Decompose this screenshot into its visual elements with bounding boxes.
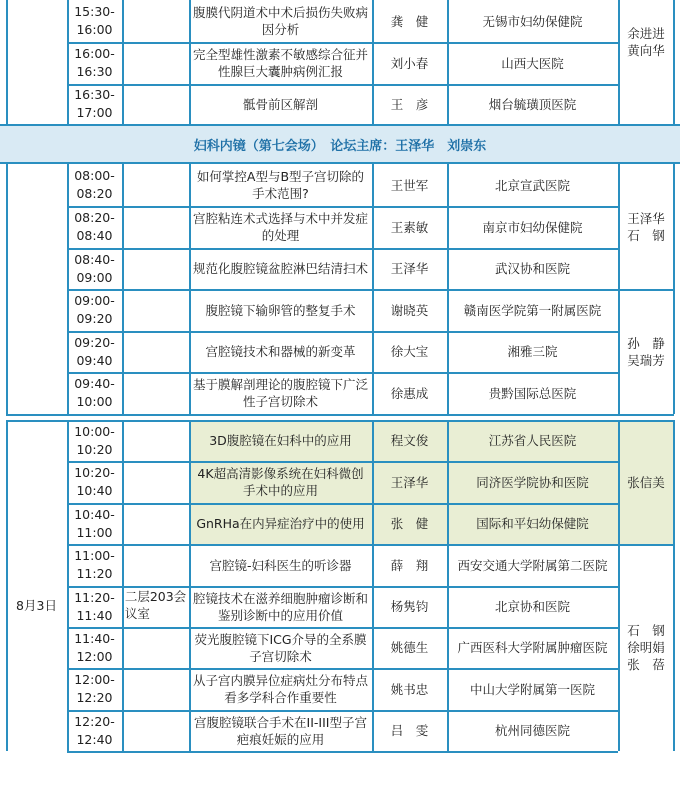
topic-text: 腹腔镜下输卵管的整复手术 [205, 302, 356, 318]
topic-cell [189, 586, 372, 627]
topic-text: 3D腹腔镜在妇科中的应用 [209, 433, 352, 448]
hospital-cell [447, 503, 618, 544]
topic-cell [189, 420, 372, 461]
speaker-text: 程文俊 [390, 433, 429, 448]
time-cell [67, 372, 122, 414]
time-text: 15:30- 16:00 [74, 4, 115, 37]
hospital-cell [447, 289, 618, 331]
topic-cell [189, 84, 372, 124]
hospital-cell [447, 164, 618, 206]
hospital-cell [447, 372, 618, 414]
time-text: 16:30- 17:00 [74, 87, 115, 120]
speaker-cell [372, 668, 447, 710]
time-cell [67, 544, 122, 586]
time-cell [67, 331, 122, 372]
topic-text: 如何掌控A型与B型子宫切除的 手术范围? [196, 169, 365, 201]
time-cell [67, 248, 122, 289]
session-top-block [0, 0, 680, 124]
time-cell [67, 289, 122, 331]
hospital-cell [447, 0, 618, 42]
hospital-cell [447, 42, 618, 84]
topic-cell [189, 42, 372, 84]
hospital-text: 南京市妇幼保健院 [482, 219, 583, 235]
time-text: 09:00- 09:20 [74, 293, 115, 326]
chair-cell [618, 420, 674, 544]
topic-text: 荧光腹腔镜下ICG介导的全系膜 子宫切除术 [194, 631, 367, 664]
hospital-cell [447, 710, 618, 751]
hospital-cell [447, 420, 618, 461]
time-text: 10:00- 10:20 [74, 423, 115, 457]
topic-cell [189, 372, 372, 414]
topic-text: 宫腔粘连术式选择与术中并发症 的处理 [192, 211, 368, 243]
speaker-cell [372, 206, 447, 248]
speaker-cell [372, 289, 447, 331]
time-text: 11:00- 11:20 [74, 548, 115, 581]
hospital-text: 杭州同德医院 [494, 723, 570, 738]
topic-text: 骶骨前区解剖 [242, 96, 318, 112]
time-cell [67, 503, 122, 544]
hospital-cell [447, 206, 618, 248]
time-cell [67, 0, 122, 42]
hospital-cell [447, 586, 618, 627]
topic-cell [189, 503, 372, 544]
speaker-text: 龚 健 [390, 13, 429, 29]
topic-text: 规范化腹腔镜盆腔淋巴结清扫术 [192, 261, 368, 276]
time-text: 09:40- 10:00 [74, 376, 115, 409]
hospital-cell [447, 84, 618, 124]
speaker-cell [372, 503, 447, 544]
hospital-text: 西安交通大学附属第二医院 [457, 557, 608, 573]
topic-text: 宫腔镜-妇科医生的听诊器 [209, 557, 352, 573]
hospital-text: 无锡市妇幼保健院 [482, 13, 583, 29]
hospital-text: 江苏省人民医院 [488, 433, 577, 448]
speaker-cell [372, 544, 447, 586]
hospital-cell [447, 248, 618, 289]
speaker-text: 姚书忠 [390, 681, 429, 697]
speaker-cell [372, 164, 447, 206]
chair-cell [618, 544, 674, 751]
topic-cell [189, 248, 372, 289]
time-cell [67, 206, 122, 248]
hospital-cell [447, 461, 618, 503]
chair-names: 石 钢 徐明娟 张 蓓 [627, 623, 665, 672]
hospital-cell [447, 668, 618, 710]
speaker-cell [372, 331, 447, 372]
speaker-text: 王泽华 [390, 261, 429, 276]
time-text: 09:20- 09:40 [74, 334, 115, 368]
topic-text: 腹膜代阴道术中术后损伤失败病 因分析 [192, 5, 368, 37]
hospital-text: 同济医学院协和医院 [476, 474, 589, 490]
topic-text: 4K超高清影像系统在妇科微创 手术中的应用 [197, 466, 364, 498]
topic-cell [189, 0, 372, 42]
topic-text: 宫腔镜技术和器械的新变革 [205, 344, 356, 359]
hospital-text: 国际和平妇幼保健院 [476, 516, 589, 531]
speaker-text: 王 彦 [390, 96, 429, 112]
time-text: 11:40- 12:00 [74, 630, 115, 664]
time-text: 16:00- 16:30 [74, 46, 115, 79]
speaker-cell [372, 461, 447, 503]
speaker-cell [372, 372, 447, 414]
time-text: 11:20- 11:40 [74, 589, 115, 623]
chair-cell [618, 164, 674, 289]
topic-cell [189, 544, 372, 586]
time-cell [67, 668, 122, 710]
time-text: 08:20- 08:40 [74, 210, 115, 243]
time-text: 10:20- 10:40 [74, 465, 115, 498]
chair-cell [618, 0, 674, 84]
hospital-text: 贵黔国际总医院 [488, 385, 577, 401]
time-cell [67, 42, 122, 84]
chair-names: 孙 静 吴瑞芳 [627, 335, 665, 368]
time-text: 12:00- 12:20 [74, 672, 115, 705]
hospital-text: 广西医科大学附属肿瘤医院 [457, 640, 608, 655]
hospital-text: 北京宣武医院 [494, 177, 570, 193]
speaker-cell [372, 420, 447, 461]
speaker-text: 王泽华 [390, 474, 429, 490]
time-cell [67, 84, 122, 124]
time-cell [67, 586, 122, 627]
topic-cell [189, 331, 372, 372]
room-label: 二层203会 议室 [124, 589, 187, 621]
hospital-text: 武汉协和医院 [494, 261, 570, 276]
topic-cell [189, 461, 372, 503]
hospital-text: 北京协和医院 [494, 599, 570, 614]
session-morning-block [0, 164, 680, 414]
speaker-cell [372, 627, 447, 668]
time-text: 08:40- 09:00 [74, 251, 115, 285]
hospital-text: 山西大医院 [501, 55, 564, 71]
date-cell [6, 420, 67, 790]
hospital-cell [447, 544, 618, 586]
time-text: 10:40- 11:00 [74, 506, 115, 540]
topic-text: 基于膜解剖理论的腹腔镜下广泛 性子宫切除术 [192, 377, 368, 409]
time-cell [67, 627, 122, 668]
topic-text: 完全型雄性激素不敏感综合征并 性腺巨大囊肿病例汇报 [192, 47, 368, 79]
topic-cell [189, 627, 372, 668]
topic-cell [189, 206, 372, 248]
topic-cell [189, 164, 372, 206]
time-text: 08:00- 08:20 [74, 168, 115, 201]
speaker-cell [372, 586, 447, 627]
time-cell [67, 710, 122, 751]
speaker-text: 张 健 [390, 516, 429, 531]
speaker-text: 刘小春 [390, 55, 429, 71]
speaker-text: 杨隽钧 [390, 599, 429, 614]
speaker-text: 王素敏 [390, 219, 429, 235]
topic-text: 从子宫内膜异位症病灶分布特点 看多学科合作重要性 [192, 673, 368, 705]
room-cell [122, 420, 189, 790]
topic-cell [189, 289, 372, 331]
hospital-cell [447, 627, 618, 668]
time-cell [67, 420, 122, 461]
hospital-text: 烟台毓璜顶医院 [488, 96, 577, 112]
speaker-cell [372, 0, 447, 42]
speaker-cell [372, 248, 447, 289]
speaker-text: 姚德生 [390, 640, 429, 655]
speaker-text: 薛 翔 [390, 557, 429, 573]
time-cell [67, 164, 122, 206]
speaker-cell [372, 710, 447, 751]
chair-names: 王泽华 石 钢 [627, 210, 665, 243]
time-text: 12:20- 12:40 [74, 713, 115, 747]
time-cell [67, 461, 122, 503]
topic-cell [189, 710, 372, 751]
topic-text: GnRHa在内异症治疗中的使用 [196, 516, 365, 531]
speaker-cell [372, 84, 447, 124]
chair-names: 张信美 [627, 474, 665, 490]
topic-cell [189, 668, 372, 710]
speaker-text: 徐大宝 [390, 344, 429, 359]
hospital-text: 湘雅三院 [507, 344, 558, 359]
session-title: 妇科内镜（第七会场） 论坛主席：王泽华 刘崇东 [193, 138, 487, 154]
chair-cell [618, 289, 674, 414]
speaker-text: 吕 雯 [390, 723, 429, 738]
speaker-text: 谢晓英 [390, 302, 429, 318]
session-banner [0, 124, 680, 164]
session-late-block [0, 420, 680, 751]
speaker-text: 徐惠成 [390, 385, 429, 401]
topic-text: 宫腹腔镜联合手术在II-III型子宫 疤痕妊娠的应用 [194, 714, 367, 747]
speaker-text: 王世军 [390, 177, 429, 193]
hospital-text: 赣南医学院第一附属医院 [463, 302, 602, 318]
topic-text: 腔镜技术在滋养细胞肿瘤诊断和 鉴别诊断中的应用价值 [192, 590, 368, 623]
speaker-cell [372, 42, 447, 84]
chair-names: 余进进 黄向华 [627, 26, 665, 58]
date-label: 8月3日 [16, 597, 57, 613]
hospital-text: 中山大学附属第一医院 [469, 681, 595, 697]
hospital-cell [447, 331, 618, 372]
